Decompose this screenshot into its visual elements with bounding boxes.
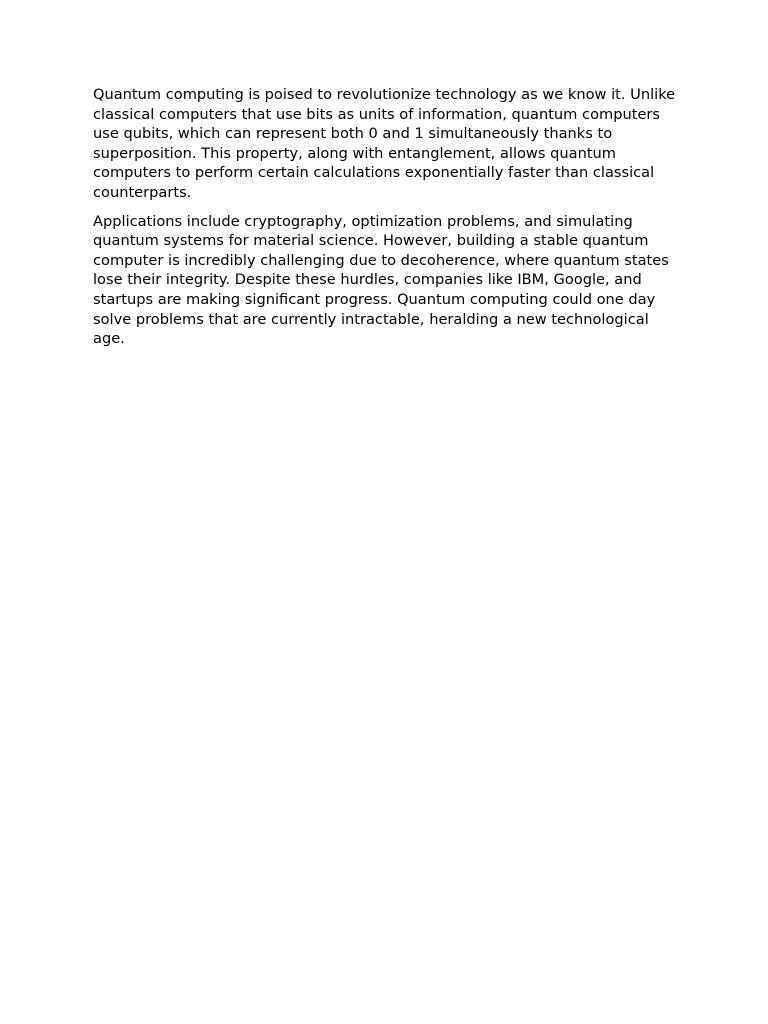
paragraph-1: Quantum computing is poised to revolutionize technology as we know it. Unlike classical computers that use bits as units of information, quantum computers use qubits, which can represent both 0 and 1 simultaneously thanks to superposition. This property, along with entanglement, allows quantum computers to perform certain calculations exponentially faster than classical counterparts. (93, 86, 676, 201)
paragraph-2: Applications include cryptography, optimization problems, and simulating quantum systems for material science. However, building a stable quantum computer is incredibly challenging due to decoherence, where quantum states lose their integrity. Despite these hurdles, companies like IBM, Google, and startups are making significant progress. Quantum computing could one day solve problems that are currently intractable, heralding a new technological age. (93, 212, 669, 348)
document-body (93, 85, 678, 358)
